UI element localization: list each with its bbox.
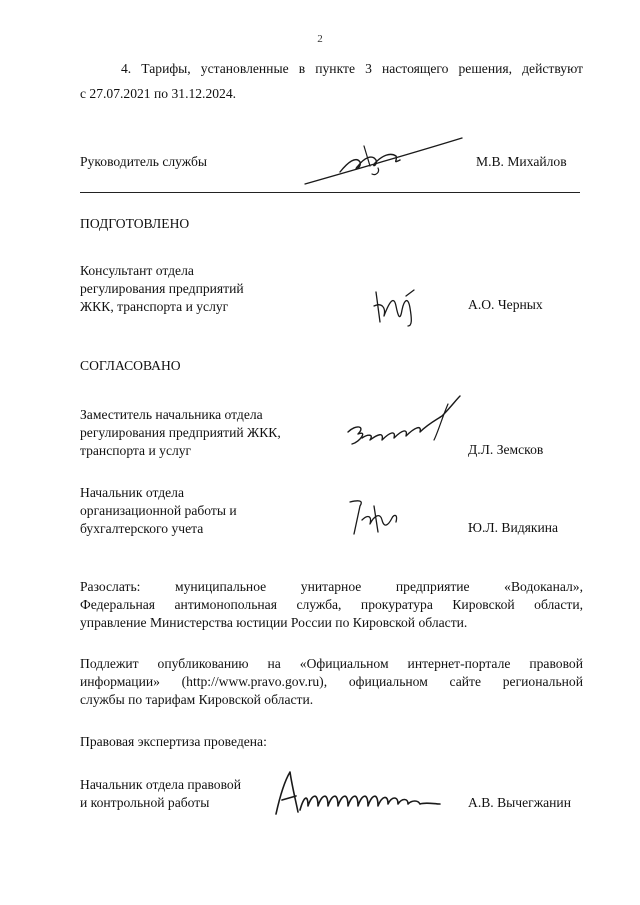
distribution-line: управление Министерства юстиции России по Кировской области. (80, 615, 468, 630)
agreed-position-line: регулирования предприятий ЖКК, (80, 425, 281, 440)
publication-line: службы по тарифам Кировской области. (80, 692, 314, 707)
legal-signature (262, 766, 452, 831)
distribution-line: Разослать: муниципальное унитарное предприятие «Водоканал», (80, 579, 583, 594)
legal-statement: Правовая экспертиза проведена: (80, 734, 267, 749)
agreed-person-1-position (80, 406, 281, 460)
prepared-name: А.О. Черных (468, 297, 543, 312)
distribution-paragraph (80, 578, 583, 632)
prepared-position-line: регулирования предприятий (80, 281, 244, 296)
agreed-person-2-signature (344, 496, 404, 545)
agreed-heading: СОГЛАСОВАНО (80, 358, 181, 373)
separator-line (80, 192, 580, 193)
agreed-position-line: организационной работы и (80, 503, 237, 518)
prepared-position-line: Консультант отдела (80, 263, 194, 278)
page-number: 2 (317, 33, 323, 45)
legal-position (80, 776, 241, 812)
item4-line1: 4. Тарифы, установленные в пункте 3 настоящего решения, действуют (121, 61, 583, 76)
head-name: М.В. Михайлов (476, 154, 567, 169)
agreed-position-line: Заместитель начальника отдела (80, 407, 263, 422)
agreed-person-1-signature (338, 394, 468, 459)
prepared-position-line: ЖКК, транспорта и услуг (80, 299, 229, 314)
prepared-heading: ПОДГОТОВЛЕНО (80, 216, 190, 231)
agreed-position-line: бухгалтерского учета (80, 521, 204, 536)
legal-position-line: Начальник отдела правовой (80, 777, 242, 792)
prepared-position (80, 262, 244, 316)
agreed-person-2-name: Ю.Л. Видякина (468, 520, 559, 535)
item4-line2: с 27.07.2021 по 31.12.2024. (80, 86, 237, 101)
agreed-person-2-position (80, 484, 237, 538)
agreed-position-line: Начальник отдела (80, 485, 184, 500)
head-signature (300, 132, 470, 197)
legal-position-line: и контрольной работы (80, 795, 210, 810)
publication-paragraph (80, 655, 583, 709)
agreed-person-1-name: Д.Л. Земсков (468, 442, 544, 457)
distribution-line: Федеральная антимонопольная служба, прокуратура Кировской области, (80, 597, 583, 612)
publication-line: Подлежит опубликованию на «Официальном интернет-портале правовой (80, 656, 583, 671)
prepared-signature (372, 286, 422, 333)
publication-line: информации» (http://www.pravo.gov.ru), официальном сайте региональной (80, 674, 583, 689)
legal-name: А.В. Вычегжанин (468, 795, 571, 810)
agreed-position-line: транспорта и услуг (80, 443, 192, 458)
head-title: Руководитель службы (80, 154, 208, 169)
